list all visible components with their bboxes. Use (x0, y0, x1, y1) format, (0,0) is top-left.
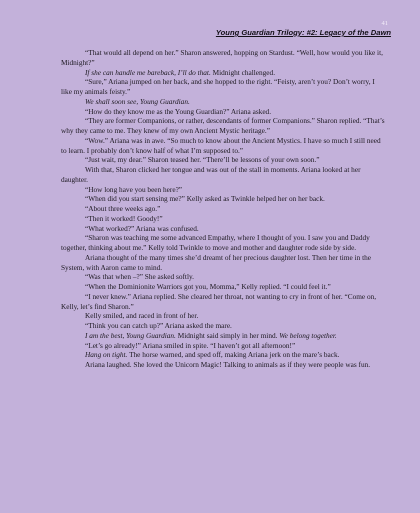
text-run: “They are former Companions, or rather, descendants of former Companions.” Sharon replied. “That’s why they came to me. They knew of my own Ancient Mystic heritage.” (61, 116, 385, 135)
text-run: “Let’s go already!” Ariana smiled in spite. “I haven’t got all afternoon!” (85, 340, 296, 350)
paragraph (61, 350, 386, 360)
italic-text: We shall soon see, Young Guardian. (85, 96, 190, 106)
text-run: “Sure,” Ariana jumped on her back, and she hopped to the right. “Feisty, aren’t you? Don’t worry, I like my animals feisty.” (61, 77, 375, 96)
text-run: Ariana laughed. She loved the Unicorn Magic! Talking to animals as if they were people was fun. (85, 360, 371, 369)
text-run: Ariana thought of the many times she’d dreamt of her precious daughter lost. Then her time in the System, with Aaron came to mind. (61, 252, 371, 272)
paragraph (61, 224, 386, 234)
page-number: 41 (381, 20, 388, 27)
text-run: “Just wait, my dear.” Sharon teased her. “There’ll be lessons of your own soon.” (85, 155, 320, 165)
italic-text: Hang on tight. (85, 350, 128, 360)
text-run: “When the Dominionite Warriors got you, Momma,” Kelly replied. “I could feel it.” (85, 282, 331, 291)
text-run: Midnight said simply in her mind. (175, 330, 280, 340)
paragraph (61, 107, 386, 117)
text-run: Midnight challenged. (210, 67, 276, 77)
text-run: “Think you can catch up?” Ariana asked the mare. (85, 321, 232, 330)
text-run: The horse warned, and sped off, making Ariana jerk on the mare’s back. (127, 350, 340, 360)
paragraph (61, 204, 386, 214)
text-run: “That would all depend on her.” Sharon answered, hopping on Stardust. “Well, how would you like it, Midnight?” (61, 48, 383, 67)
paragraph (61, 360, 386, 370)
italic-text: If she can handle me bareback, I’ll do that. (85, 67, 211, 77)
text-run: “How long have you been here?” (85, 184, 183, 194)
text-run: “Wow.” Ariana was in awe. “So much to know about the Ancient Mystics. I have so much I still need to learn. I probably don’t know half of what I’m supposed to.” (61, 135, 381, 155)
paragraph (61, 292, 386, 312)
paragraph (61, 97, 386, 107)
text-run: “I never knew.” Ariana replied. She cleared her throat, not wanting to cry in front of her. “Come on, Kelly, let’s find Sharon.” (61, 291, 377, 311)
paragraph (61, 341, 386, 351)
paragraph (61, 185, 386, 195)
paragraph (61, 233, 386, 253)
text-run: “Was that when –?” She asked softly. (85, 272, 194, 282)
body-text (61, 48, 386, 370)
text-run: Kelly smiled, and raced in front of her. (85, 311, 199, 321)
paragraph (61, 194, 386, 204)
text-run: “What worked?” Ariana was confused. (85, 223, 199, 233)
text-run: With that, Sharon clicked her tongue and was out of the stall in moments. Ariana looked at her daughter. (61, 165, 361, 184)
paragraph (61, 48, 386, 68)
text-run: “Then it worked! Goody!” (85, 213, 163, 223)
paragraph (61, 77, 386, 97)
text-run: “When did you start sensing me?” Kelly asked as Twinkle helped her on her back. (85, 194, 325, 204)
paragraph (61, 331, 386, 341)
paragraph (61, 282, 386, 292)
paragraph (61, 311, 386, 321)
italic-text: I am the best, Young Guardian. (85, 330, 176, 340)
text-run: “How do they know me as the Young Guardian?” Ariana asked. (85, 106, 272, 116)
paragraph (61, 321, 386, 331)
paragraph (61, 116, 386, 136)
running-header: Young Guardian Trilogy: #2: Legacy of the Dawn (215, 28, 391, 37)
text-run: “About three weeks ago.” (85, 204, 161, 213)
paragraph (61, 68, 386, 78)
paragraph (61, 272, 386, 282)
paragraph (61, 136, 386, 156)
paragraph (61, 253, 386, 273)
paragraph (61, 165, 386, 185)
paragraph (61, 214, 386, 224)
paragraph (61, 155, 386, 165)
text-run: “Sharon was teaching me some advanced Empathy, where I thought of you. I saw you and Daddy together, thinking about me.” Kelly told Twinkle to move and mother and daughter rode side by side. (61, 233, 370, 252)
italic-text: We belong together. (279, 330, 337, 340)
